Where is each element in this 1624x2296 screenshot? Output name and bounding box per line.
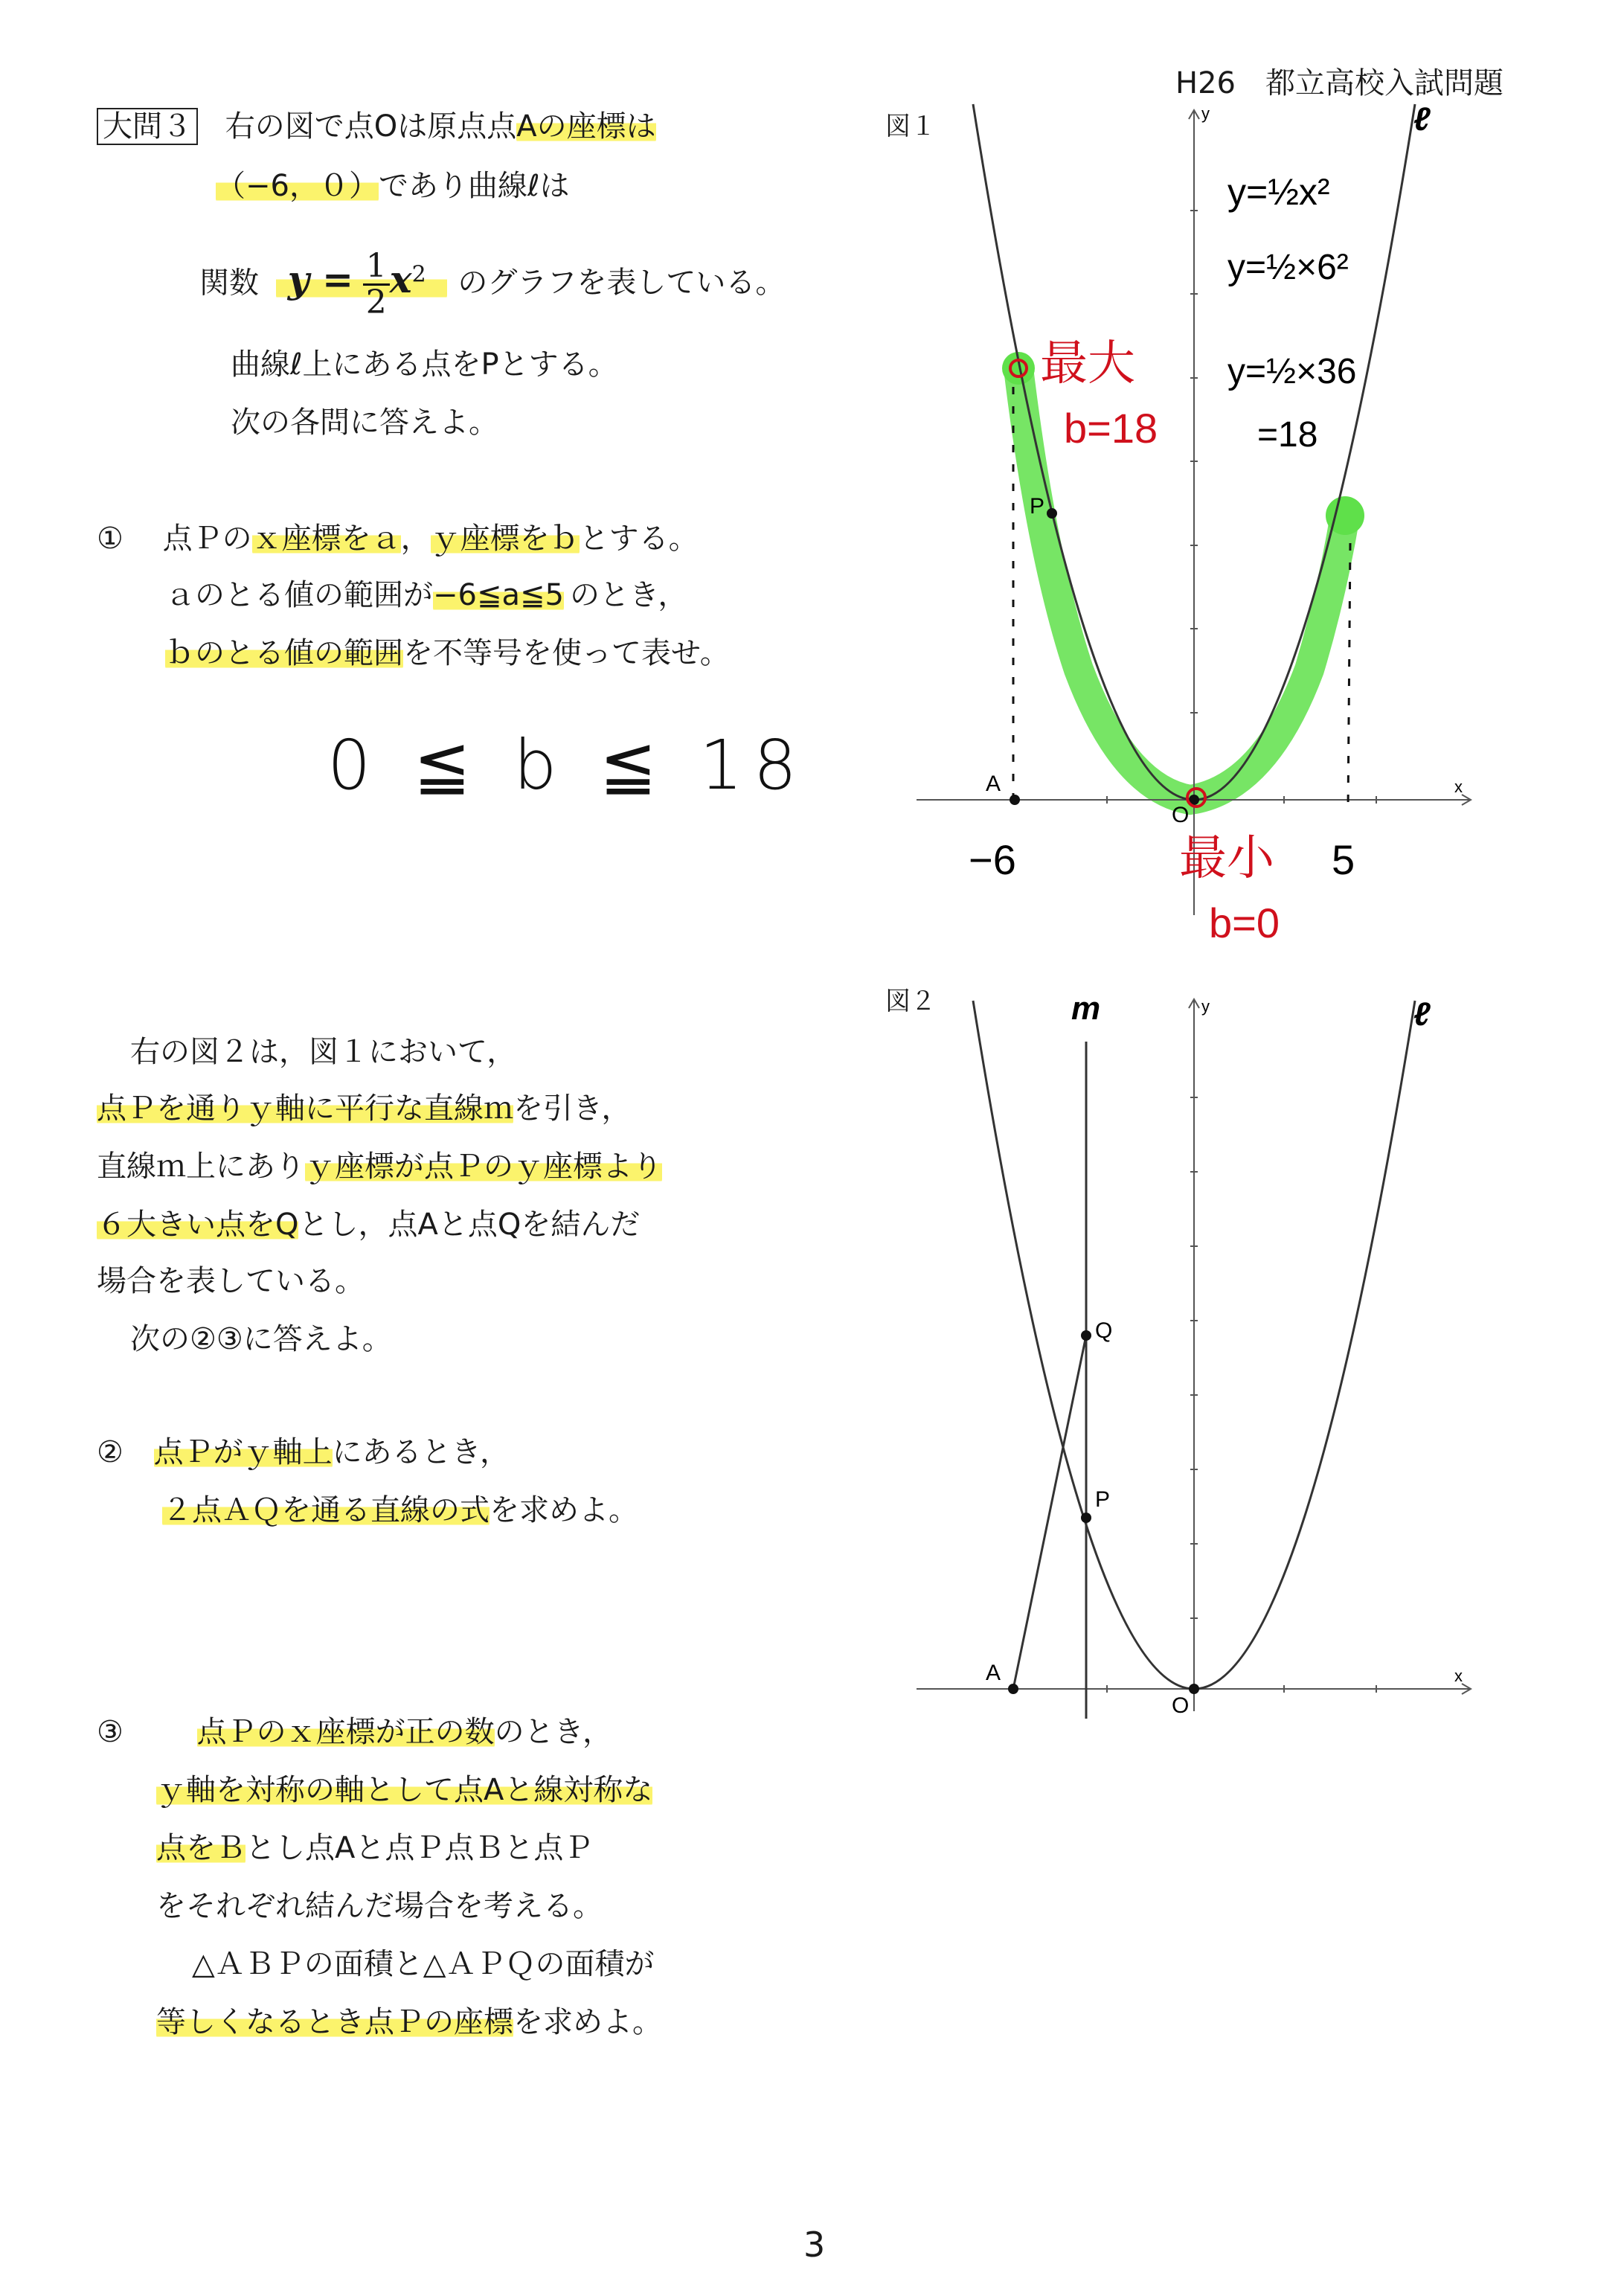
q3-text: を求めよ。 [513, 2005, 662, 2039]
fig2-intro-line-4 [97, 1204, 640, 1245]
fig1-O-label: O [1172, 803, 1190, 827]
fig2-intro-text: 場合を表している。 [97, 1264, 365, 1298]
fig1-label: 図１ [885, 112, 936, 141]
eq-rhs: x [389, 257, 412, 302]
figure-2 [878, 967, 1518, 1741]
eq-denominator: 2 [365, 283, 387, 321]
eq-fraction [363, 246, 390, 321]
eq-exponent: 2 [411, 262, 426, 288]
fig2-intro-highlight: 点Ｐを通りｙ軸に平行な直線ｍ [97, 1091, 513, 1126]
q3-text: をそれぞれ結んだ場合を考える。 [156, 1889, 603, 1923]
eq-lhs: y = [287, 257, 354, 302]
q1-text: のとき， [569, 578, 688, 612]
fig2-label: 図２ [885, 987, 936, 1016]
q1-highlight: ｙ座標をｂ [430, 522, 580, 556]
fig1-hw-max-val: b=18 [1064, 405, 1158, 452]
q2-line-2 [162, 1489, 638, 1531]
q3-text: △ＡＢＰの面積と△ＡＰＱの面積が [192, 1947, 655, 1981]
header-title: H26 都立高校入試問題 [1175, 66, 1503, 100]
fig2-y-label: y [1201, 997, 1210, 1016]
fig2-P-label: P [1095, 1487, 1111, 1512]
fig2-intro-text: とし，点Aと点Qを結んだ [298, 1208, 641, 1242]
q2-highlight: 点Ｐがｙ軸上 [153, 1435, 333, 1469]
fig2-point-P [1081, 1513, 1091, 1523]
fig2-intro-line-1 [130, 1031, 516, 1073]
q3-highlight: 等しくなるとき点Ｐの座標 [156, 2005, 513, 2039]
fig1-y-label: y [1201, 104, 1210, 123]
fig1-point-P [1047, 508, 1057, 519]
function-equation [276, 246, 448, 321]
fig2-segment-AQ [1013, 1335, 1086, 1689]
fig1-hw-eq3: y=½×36 [1227, 352, 1357, 391]
fig2-intro-text: を引き， [513, 1091, 632, 1126]
q1-text: ， [400, 522, 431, 556]
fig2-point-A [1008, 1684, 1018, 1694]
fig2-O-label: O [1172, 1693, 1190, 1718]
problem-intro-line-2 [216, 165, 570, 207]
fig2-intro-text: 直線ｍ上にあり [97, 1149, 305, 1184]
q1-highlight: ｘ座標をａ [251, 522, 401, 556]
intro-text: 右の図で点Oは原点点 [225, 109, 517, 144]
q3-text: のとき， [494, 1715, 612, 1749]
q3-highlight: ｙ軸を対称の軸として点Aと線対称な [156, 1773, 653, 1807]
q3-line-6 [156, 2001, 662, 2043]
q1-handwritten-answer: 0 ≦ b ≦ 18 [327, 725, 808, 805]
problem-intro-line-5 [231, 402, 498, 443]
fig1-curve-label: ℓ [1413, 101, 1431, 138]
q3-line-3 [156, 1827, 593, 1869]
problem-intro-line-4 [231, 344, 618, 385]
eq-numerator: 1 [363, 249, 390, 286]
q1-number: ① [97, 522, 123, 556]
q2-number: ② [97, 1435, 123, 1469]
q3-highlight: 点Ｐのｘ座標が正の数 [196, 1715, 495, 1749]
q3-number: ③ [97, 1715, 123, 1749]
q1-text: とする。 [579, 522, 699, 556]
fig2-ticks [1107, 1097, 1376, 1693]
q3-line-1 [97, 1711, 612, 1753]
problem-intro-line-3 [199, 234, 785, 324]
fig1-hw-eq4: =18 [1257, 415, 1318, 455]
intro-text: 関数 [199, 266, 259, 301]
q2-text: にあるとき， [332, 1435, 510, 1469]
q3-line-2 [156, 1769, 652, 1811]
problem-intro-line-1 [97, 106, 656, 147]
fig2-curve-label: ℓ [1413, 996, 1431, 1033]
fig1-ticks [1016, 211, 1376, 804]
page-number: 3 [803, 2225, 826, 2265]
q1-text: 点Ｐの [162, 522, 252, 556]
intro-text: であり曲線ℓは [378, 169, 570, 203]
fig1-hw-max: 最大 [1040, 336, 1135, 390]
q2-text: を求めよ。 [490, 1493, 638, 1527]
fig2-intro-line-2 [97, 1088, 631, 1129]
q3-line-5 [192, 1943, 655, 1985]
q1-text: を不等号を使って表せ。 [403, 636, 730, 670]
fig2-intro-text: 次の②③に答えよ。 [130, 1322, 392, 1356]
fig1-P-label: P [1030, 494, 1045, 519]
q3-line-4 [156, 1885, 603, 1927]
fig2-intro-highlight: ６大きい点をQ [97, 1208, 299, 1242]
intro-text: 曲線ℓ上にある点をPとする。 [231, 347, 618, 382]
q3-text: とし点Aと点Ｐ点Ｂと点Ｐ [245, 1831, 594, 1865]
fig1-x-label: x [1454, 777, 1463, 796]
fig1-dashed-right [1348, 543, 1350, 811]
fig2-intro-line-6 [130, 1318, 392, 1360]
fig1-hw-min-val: b=0 [1209, 900, 1280, 946]
fig2-Q-label: Q [1095, 1318, 1113, 1343]
fig2-intro-line-5 [97, 1260, 365, 1302]
q3-highlight: 点をＢ [156, 1831, 245, 1865]
q1-text: ａのとる値の範囲が [165, 578, 433, 612]
intro-text: のグラフを表している。 [458, 266, 786, 301]
fig1-hw-tick-left: −6 [969, 836, 1016, 883]
fig1-hw-eq2: y=½×6² [1227, 248, 1349, 287]
fig2-point-Q [1081, 1330, 1091, 1341]
intro-highlight: Aの座標は [516, 109, 656, 144]
intro-highlight: （−6，０） [216, 169, 379, 203]
fig1-A-label: A [986, 772, 1001, 796]
intro-text: 次の各問に答えよ。 [231, 405, 498, 440]
q2-highlight: ２点ＡＱを通る直線の式 [162, 1493, 490, 1527]
fig2-intro-text: 右の図２は，図１において， [130, 1035, 517, 1069]
figure-1 [878, 89, 1518, 967]
fig1-point-A [1010, 795, 1020, 805]
fig2-point-O [1189, 1684, 1199, 1694]
fig2-line-m-label: m [1071, 990, 1101, 1027]
q1-highlight: ｂのとる値の範囲 [165, 636, 403, 670]
fig2-intro-highlight: ｙ座標が点Ｐのｙ座標より [305, 1149, 662, 1184]
q1-line-3 [165, 632, 730, 674]
problem-label: 大問３ [97, 108, 198, 145]
fig1-hw-eq1: y=½x² [1227, 171, 1330, 213]
fig1-hw-min: 最小 [1179, 831, 1274, 885]
q2-line-1 [97, 1431, 510, 1473]
fig2-intro-line-3 [97, 1146, 662, 1187]
q1-line-2 [165, 574, 687, 616]
q1-highlight: −6≦a≦5 [433, 578, 564, 612]
fig2-x-label: x [1454, 1667, 1463, 1685]
fig2-A-label: A [986, 1661, 1001, 1685]
q1-line-1 [97, 518, 699, 559]
fig1-hw-tick-right: 5 [1332, 836, 1355, 883]
